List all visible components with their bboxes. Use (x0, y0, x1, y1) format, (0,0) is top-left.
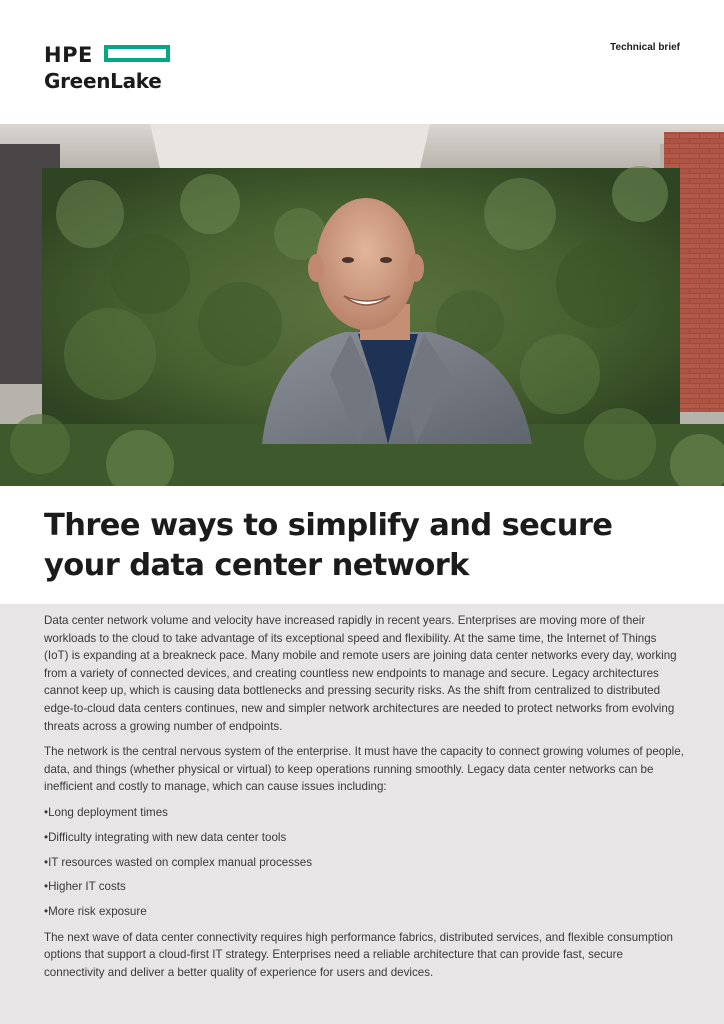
logo-greenlake-text: GreenLake (44, 69, 162, 93)
list-item: • Higher IT costs (44, 878, 684, 896)
issues-list (44, 804, 684, 921)
document-title: Three ways to simplify and secure your data center network (44, 508, 613, 583)
hpe-element-rectangle-icon (104, 45, 170, 62)
hero-photo (0, 124, 724, 486)
intro-paragraph: Data center network volume and velocity have increased rapidly in recent years. Enterprises are moving more of their workloads to the cloud to take advantage of its exceptional speed and flexibility. At the same time, the Internet of Things (IoT) is expanding at a breakneck pace. Many mobile and remote users are joining data center networks every day, working from a variety of connected devices, and creating countless new endpoints to manage and secure. Legacy architectures cannot keep up, which is causing data bottlenecks and pressing security risks. As the shift from centralized to distributed edge-to-cloud data centers continues, new and simpler network architectures are needed to protect networks from evolving threats across a growing number of endpoints. (44, 614, 677, 733)
hpe-greenlake-logo (44, 44, 184, 94)
closing-paragraph: The next wave of data center connectivity requires high performance fabrics, distributed services, and flexible consumption options that support a cloud-first IT strategy. Enterprises need a reliable architecture that can provide fast, secure connectivity and deliver a better quality of experience for users and devices. (44, 930, 673, 979)
hero-photo-illustration (0, 124, 724, 486)
logo-hpe-text: HPE (44, 43, 93, 67)
document-type-label: Technical brief (610, 42, 680, 53)
list-item: • Long deployment times (44, 804, 684, 822)
body-text (44, 612, 684, 989)
list-item: • Difficulty integrating with new data center tools (44, 829, 684, 847)
page-header (0, 0, 724, 124)
intro-paragraph: The network is the central nervous system of the enterprise. It must have the capacity to connect growing volumes of people, data, and things (whether physical or virtual) to keep operations running smoothly. Legacy data center networks can be inefficient and costly to manage, which can cause issues including: (44, 745, 684, 794)
list-item: • More risk exposure (44, 903, 684, 921)
list-item: • IT resources wasted on complex manual processes (44, 854, 684, 872)
